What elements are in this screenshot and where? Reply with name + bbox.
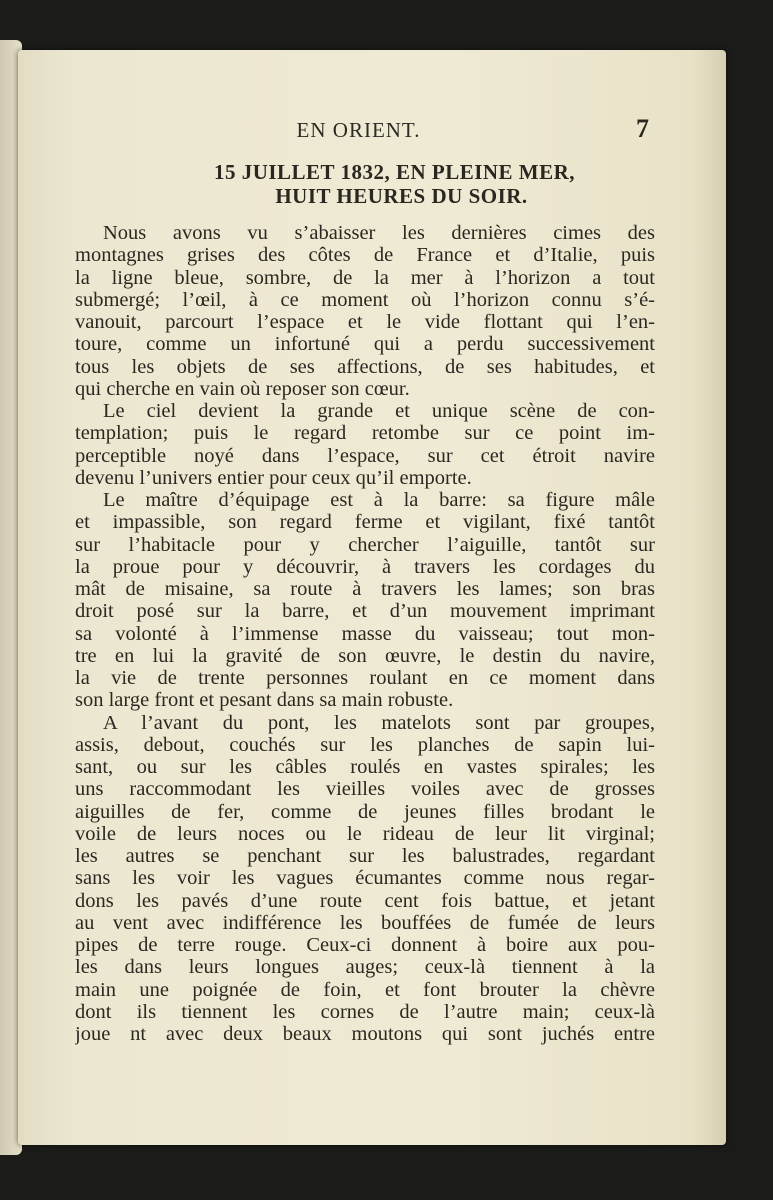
text-line: montagnes grises des côtes de France et d’Italie, puis <box>75 244 655 267</box>
text-line: Le ciel devient la grande et unique scène de con- <box>103 400 655 422</box>
text-line: joue nt avec deux beaux moutons qui sont juchés entre <box>75 1023 655 1045</box>
page-number: 7 <box>636 114 649 143</box>
section-title-line-1: 15 JUILLET 1832, EN PLEINE MER, <box>213 160 576 184</box>
text-line: aiguilles de fer, comme de jeunes filles brodant le <box>75 800 655 823</box>
text-line: mât de misaine, sa route à travers les lames; son bras <box>75 578 655 600</box>
text-line: les autres se penchant sur les balustrades, regardant <box>75 845 655 867</box>
text-line: pipes de terre rouge. Ceux-ci donnent à boire aux pou- <box>75 934 655 956</box>
text-line: qui cherche en vain où reposer son cœur. <box>75 377 410 400</box>
body-text <box>75 222 655 1045</box>
text-line: sa volonté à l’immense masse du vaisseau; tout mon- <box>75 622 655 645</box>
text-line: au vent avec indifférence les bouffées de fumée de leurs <box>75 911 655 934</box>
text-line: dont ils tiennent les cornes de l’autre main; ceux-là <box>75 1000 655 1023</box>
text-line: submergé; l’œil, à ce moment où l’horizon connu s’é- <box>75 288 655 311</box>
text-line: la vie de trente personnes roulant en ce moment dans <box>75 667 655 689</box>
text-line: voile de leurs noces ou le rideau de leur lit virginal; <box>75 822 655 845</box>
text-line: tous les objets de ses affections, de ses habitudes, et <box>75 355 655 378</box>
text-line: main une poignée de foin, et font brouter la chèvre <box>75 978 655 1001</box>
section-title-line-2: HUIT HEURES DU SOIR. <box>275 184 528 208</box>
text-line: assis, debout, couchés sur les planches de sapin lui- <box>75 733 655 756</box>
text-line: sant, ou sur les câbles roulés en vastes spirales; les <box>75 756 655 778</box>
text-line: A l’avant du pont, les matelots sont par groupes, <box>103 711 655 734</box>
text-line: vanouit, parcourt l’espace et le vide flottant qui l’en- <box>75 311 655 333</box>
running-head <box>0 118 773 143</box>
text-line: uns raccommodant les vieilles voiles avec de grosses <box>75 778 655 801</box>
text-line: droit posé sur la barre, et d’un mouvement imprimant <box>75 600 655 623</box>
text-line: toure, comme un infortuné qui a perdu successivement <box>75 333 655 356</box>
text-line: Le maître d’équipage est à la barre: sa figure mâle <box>103 489 655 511</box>
text-line: son large front et pesant dans sa main robuste. <box>75 689 454 712</box>
text-line: perceptible noyé dans l’espace, sur cet étroit navire <box>75 444 655 467</box>
text-line: tre en lui la gravité de son œuvre, le destin du navire, <box>75 644 655 667</box>
text-line: templation; puis le regard retombe sur ce point im- <box>75 422 655 445</box>
running-head-text: EN ORIENT. <box>296 118 421 142</box>
text-line: sans les voir les vagues écumantes comme nous regar- <box>75 867 655 890</box>
text-line: et impassible, son regard ferme et vigilant, fixé tantôt <box>75 511 655 534</box>
text-line: sur l’habitacle pour y chercher l’aiguille, tantôt sur <box>75 533 655 556</box>
text-line: les dans leurs longues auges; ceux-là tiennent à la <box>75 956 655 979</box>
text-line: devenu l’univers entier pour ceux qu’il emporte. <box>75 466 472 489</box>
text-line: Nous avons vu s’abaisser les dernières cimes des <box>103 222 655 244</box>
text-line: la proue pour y découvrir, à travers les cordages du <box>75 555 655 578</box>
text-line: dons les pavés d’une route cent fois battue, et jetant <box>75 889 655 912</box>
text-line: la ligne bleue, sombre, de la mer à l’horizon a tout <box>75 266 655 289</box>
